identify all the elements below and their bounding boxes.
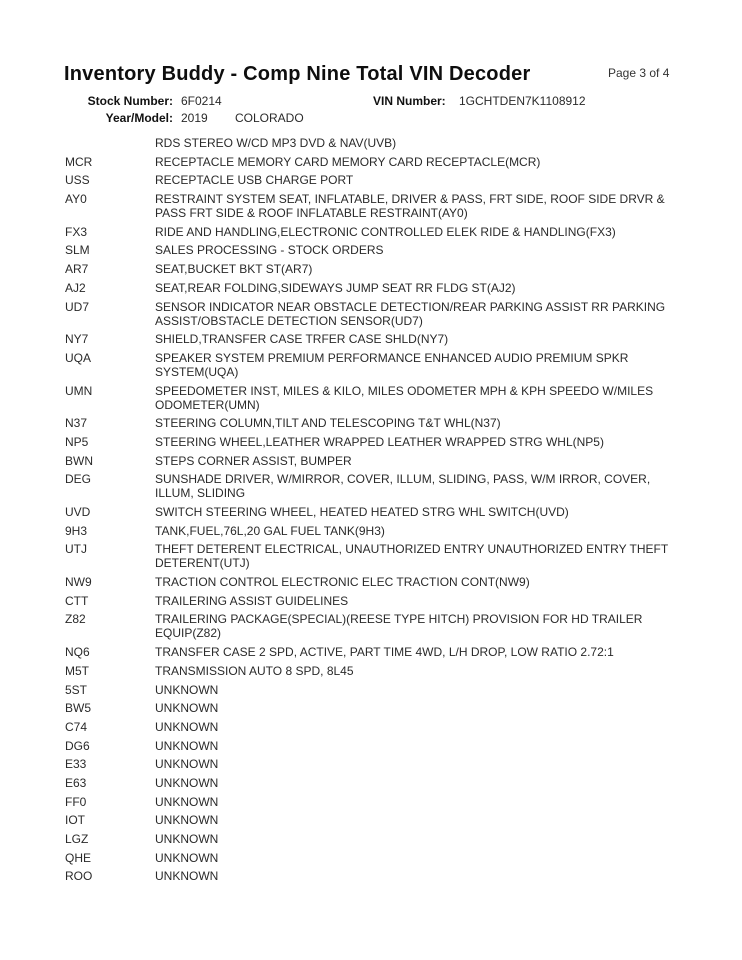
option-code: BWN: [65, 453, 93, 468]
year-model-label: Year/Model:: [105, 111, 173, 125]
option-code: E63: [65, 775, 87, 790]
table-row: [65, 281, 690, 295]
option-code: E33: [65, 757, 87, 772]
table-row: [65, 542, 690, 570]
table-row: [65, 524, 690, 538]
option-code: NW9: [65, 575, 92, 590]
table-row: [65, 416, 690, 430]
option-description: RECEPTACLE MEMORY CARD MEMORY CARD RECEPTACLE(MCR): [155, 154, 541, 169]
table-row: [65, 851, 690, 865]
option-description: SENSOR INDICATOR NEAR OBSTACLE DETECTION/REAR PARKING ASSIST RR PARKING ASSIST/OBSTACLE DETECTION SENSOR(UD7): [155, 299, 666, 328]
stock-number-value: 6F0214: [181, 94, 222, 108]
option-code: DEG: [65, 472, 92, 487]
option-description: TRANSMISSION AUTO 8 SPD, 8L45: [155, 663, 354, 678]
option-description: RECEPTACLE USB CHARGE PORT: [155, 173, 354, 188]
options-table: [65, 136, 690, 888]
table-row: [65, 173, 690, 187]
option-description: UNKNOWN: [155, 757, 219, 772]
table-row: [65, 384, 690, 412]
table-row: [65, 351, 690, 379]
table-row: [65, 813, 690, 827]
option-code: Z82: [65, 612, 86, 627]
table-row: [65, 739, 690, 753]
table-row: [65, 645, 690, 659]
option-description: STEERING COLUMN,TILT AND TELESCOPING T&T WHL(N37): [155, 416, 501, 431]
option-description: SPEAKER SYSTEM PREMIUM PERFORMANCE ENHANCED AUDIO PREMIUM SPKR SYSTEM(UQA): [155, 350, 629, 379]
option-description: SPEEDOMETER INST, MILES & KILO, MILES ODOMETER MPH & KPH SPEEDO W/MILES ODOMETER(UMN): [155, 383, 654, 412]
option-code: ROO: [65, 869, 93, 884]
option-code: CTT: [65, 593, 89, 608]
table-row: [65, 155, 690, 169]
option-description: RDS STEREO W/CD MP3 DVD & NAV(UVB): [155, 136, 397, 150]
table-row: [65, 701, 690, 715]
option-description: SEAT,REAR FOLDING,SIDEWAYS JUMP SEAT RR FLDG ST(AJ2): [155, 280, 516, 295]
option-code: AR7: [65, 262, 89, 277]
option-code: C74: [65, 719, 88, 734]
option-description: UNKNOWN: [155, 719, 219, 734]
option-code: 5ST: [65, 682, 88, 697]
table-row: [65, 575, 690, 589]
option-description: THEFT DETERENT ELECTRICAL, UNAUTHORIZED ENTRY UNAUTHORIZED ENTRY THEFT DETERENT(UTJ): [155, 542, 668, 571]
table-row: [65, 832, 690, 846]
option-description: TRAILERING ASSIST GUIDELINES: [155, 593, 349, 608]
option-description: TRACTION CONTROL ELECTRONIC ELEC TRACTION CONT(NW9): [155, 575, 530, 590]
option-description: STEERING WHEEL,LEATHER WRAPPED LEATHER WRAPPED STRG WHL(NP5): [155, 434, 604, 449]
option-description: SUNSHADE DRIVER, W/MIRROR, COVER, ILLUM, SLIDING, PASS, W/M IRROR, COVER, ILLUM, SLIDING: [155, 472, 651, 501]
table-row: [65, 243, 690, 257]
option-description: UNKNOWN: [155, 738, 219, 753]
option-description: SEAT,BUCKET BKT ST(AR7): [155, 262, 313, 277]
option-code: UQA: [65, 350, 92, 365]
option-code: SLM: [65, 243, 90, 258]
option-description: TRAILERING PACKAGE(SPECIAL)(REESE TYPE HITCH) PROVISION FOR HD TRAILER EQUIP(Z82): [155, 612, 643, 641]
table-row: [65, 594, 690, 608]
table-row: [65, 505, 690, 519]
table-row: [65, 612, 690, 640]
option-code: AY0: [65, 192, 87, 207]
option-description: UNKNOWN: [155, 701, 219, 716]
option-code: FF0: [65, 794, 87, 809]
option-description: UNKNOWN: [155, 850, 219, 865]
option-code: N37: [65, 416, 88, 431]
option-description: UNKNOWN: [155, 794, 219, 809]
option-description: UNKNOWN: [155, 682, 219, 697]
option-code: M5T: [65, 663, 89, 678]
option-code: MCR: [65, 154, 93, 169]
option-code: FX3: [65, 224, 88, 239]
model-value: COLORADO: [235, 111, 304, 125]
option-code: NY7: [65, 332, 89, 347]
option-description: UNKNOWN: [155, 775, 219, 790]
table-row: [65, 262, 690, 276]
option-description: UNKNOWN: [155, 832, 219, 846]
option-description: RESTRAINT SYSTEM SEAT, INFLATABLE, DRIVER & PASS, FRT SIDE, ROOF SIDE DRVR & PASS FRT SIDE & ROOF INFLATABLE RESTRAINT(AY0): [155, 192, 665, 221]
option-description: UNKNOWN: [155, 813, 219, 828]
table-row: [65, 683, 690, 697]
option-code: UTJ: [65, 542, 87, 557]
option-code: NP5: [65, 434, 89, 449]
table-row: [65, 472, 690, 500]
option-description: UNKNOWN: [155, 869, 219, 884]
page-number-indicator: Page 3 of 4: [608, 66, 670, 80]
stock-number-label: Stock Number:: [87, 94, 173, 108]
option-code: DG6: [65, 738, 90, 753]
table-row: [65, 300, 690, 328]
option-code: USS: [65, 173, 90, 188]
option-description: TANK,FUEL,76L,20 GAL FUEL TANK(9H3): [155, 523, 385, 538]
option-code: BW5: [65, 701, 92, 716]
table-row: [65, 776, 690, 790]
table-row: [65, 757, 690, 771]
option-description: SHIELD,TRANSFER CASE TRFER CASE SHLD(NY7): [155, 332, 449, 347]
page-title: Inventory Buddy - Comp Nine Total VIN Decoder: [64, 63, 531, 85]
option-code: UMN: [65, 383, 93, 398]
table-row: [65, 454, 690, 468]
table-row: [65, 225, 690, 239]
option-description: SWITCH STEERING WHEEL, HEATED HEATED STRG WHL SWITCH(UVD): [155, 505, 569, 519]
option-description: TRANSFER CASE 2 SPD, ACTIVE, PART TIME 4WD, L/H DROP, LOW RATIO 2.72:1: [155, 645, 614, 660]
vin-number-label: VIN Number:: [373, 94, 446, 108]
table-row: [65, 192, 690, 220]
table-row: [65, 869, 690, 883]
table-row: [65, 435, 690, 449]
option-code: QHE: [65, 850, 92, 865]
option-code: NQ6: [65, 645, 90, 660]
option-description: STEPS CORNER ASSIST, BUMPER: [155, 453, 352, 468]
table-row: [65, 795, 690, 809]
table-row: [65, 720, 690, 734]
table-row: [65, 664, 690, 678]
option-code: 9H3: [65, 523, 88, 538]
option-description: RIDE AND HANDLING,ELECTRONIC CONTROLLED ELEK RIDE & HANDLING(FX3): [155, 224, 616, 239]
option-code: UVD: [65, 505, 91, 519]
option-code: LGZ: [65, 832, 89, 846]
option-code: UD7: [65, 299, 90, 314]
table-row: [65, 332, 690, 346]
option-code: IOT: [65, 813, 85, 828]
option-code: AJ2: [65, 280, 86, 295]
year-value: 2019: [181, 111, 208, 125]
table-row: [65, 136, 690, 150]
vin-number-value: 1GCHTDEN7K1108912: [459, 94, 586, 108]
option-description: SALES PROCESSING - STOCK ORDERS: [155, 243, 384, 258]
